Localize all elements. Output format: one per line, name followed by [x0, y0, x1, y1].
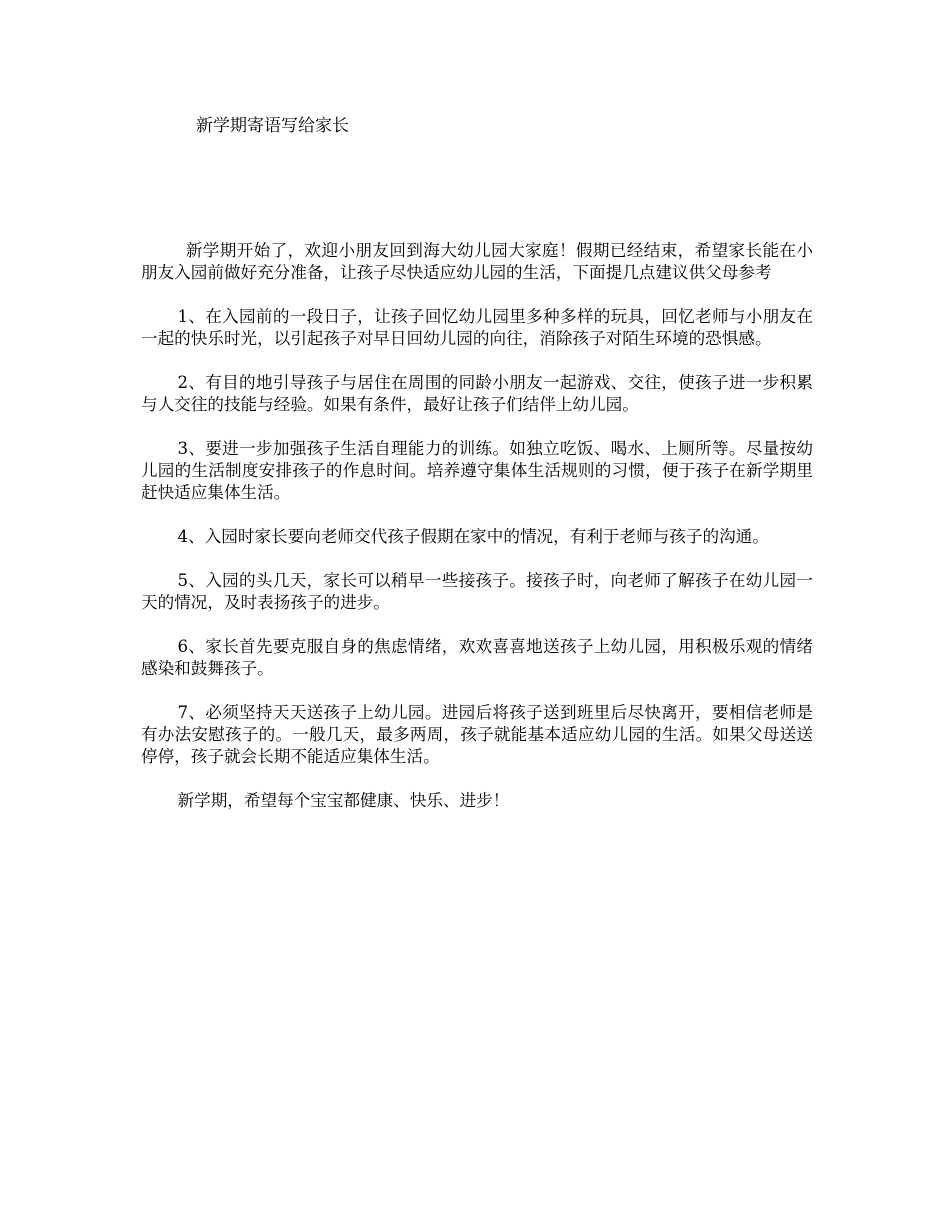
document-title: 新学期寄语写给家长: [196, 116, 349, 136]
document-body: [141, 240, 813, 834]
suggestion-paragraph-1: 1、在入园前的一段日子，让孩子回忆幼儿园里多种多样的玩具，回忆老师与小朋友在一起的快乐时光，以引起孩子对早日回幼儿园的向往，消除孩子对陌生环境的恐惧感。: [141, 307, 813, 348]
intro-paragraph: 新学期开始了，欢迎小朋友回到海大幼儿园大家庭！假期已经结束，希望家长能在小朋友入园前做好充分准备，让孩子尽快适应幼儿园的生活，下面提几点建议供父母参考: [141, 241, 813, 282]
suggestion-paragraph-3: 3、要进一步加强孩子生活自理能力的训练。如独立吃饭、喝水、上厕所等。尽量按幼儿园的生活制度安排孩子的作息时间。培养遵守集体生活规则的习惯，便于孩子在新学期里赶快适应集体生活。: [141, 439, 813, 502]
suggestion-paragraph-6: 6、家长首先要克服自身的焦虑情绪，欢欢喜喜地送孩子上幼儿园，用积极乐观的情绪感染和鼓舞孩子。: [141, 637, 813, 678]
closing-paragraph: 新学期，希望每个宝宝都健康、快乐、进步！: [177, 791, 510, 810]
suggestion-paragraph-7: 7、必须坚持天天送孩子上幼儿园。进园后将孩子送到班里后尽快离开，要相信老师是有办法安慰孩子的。一般几天，最多两周，孩子就能基本适应幼儿园的生活。如果父母送送停停，孩子就会长期不能适应集体生活。: [141, 703, 813, 766]
suggestion-paragraph-2: 2、有目的地引导孩子与居住在周围的同龄小朋友一起游戏、交往，使孩子进一步积累与人交往的技能与经验。如果有条件，最好让孩子们结伴上幼儿园。: [141, 373, 813, 414]
suggestion-paragraph-4: 4、入园时家长要向老师交代孩子假期在家中的情况，有利于老师与孩子的沟通。: [177, 527, 769, 546]
suggestion-paragraph-5: 5、入园的头几天，家长可以稍早一些接孩子。接孩子时，向老师了解孩子在幼儿园一天的情况，及时表扬孩子的进步。: [141, 571, 813, 612]
